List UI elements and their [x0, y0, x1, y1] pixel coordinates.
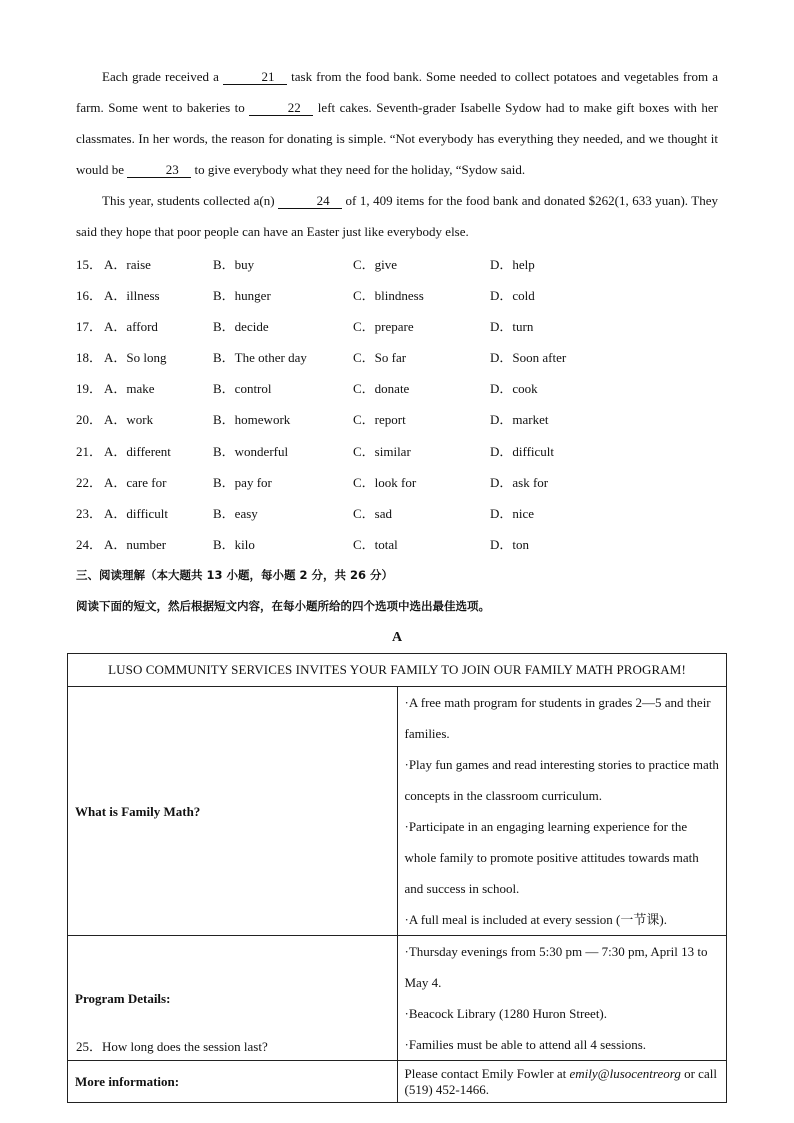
option-a[interactable]: A．raise: [104, 257, 151, 272]
row-label-what: What is Family Math?: [68, 687, 398, 936]
option-c[interactable]: C．report: [353, 412, 406, 428]
option-a[interactable]: A．different: [104, 443, 171, 459]
option-c[interactable]: C．give: [353, 257, 398, 272]
option-d[interactable]: D．market: [490, 412, 549, 428]
option-row: [76, 311, 716, 342]
row-label-info: More information:: [68, 1061, 398, 1103]
content-line: ·Thursday evenings from 5:30 pm — 7:30 pm, April 13 to May 4.: [404, 944, 708, 990]
passage-paragraph-2: [76, 185, 718, 247]
content-line: ·Families must be able to attend all 4 sessions.: [404, 1037, 647, 1052]
option-c[interactable]: C．So far: [353, 350, 407, 366]
option-row: [76, 436, 716, 467]
part-label: A: [391, 630, 403, 645]
table-header: LUSO COMMUNITY SERVICES INVITES YOUR FAMILY TO JOIN OUR FAMILY MATH PROGRAM!: [68, 654, 727, 687]
option-b[interactable]: B．wonderful: [213, 443, 289, 459]
passage-text: task from the food bank. Some needed to collect potatoes and vegetables from a farm. Some went to bakeries to: [76, 69, 718, 115]
option-a[interactable]: A．afford: [104, 319, 158, 335]
option-b[interactable]: B．hunger: [213, 288, 271, 304]
passage-text: Each grade received a: [102, 69, 224, 84]
option-a[interactable]: A．make: [104, 381, 155, 397]
question-number: 19．: [76, 381, 103, 397]
option-row: [76, 498, 716, 529]
option-c[interactable]: C．prepare: [353, 319, 414, 335]
row-content-what: [397, 687, 727, 936]
content-line: ·Play fun games and read interesting stories to practice math concepts in the classroom curriculum.: [404, 757, 719, 803]
option-c[interactable]: C．total: [353, 536, 398, 552]
question-25: 25．How long does the session last?: [76, 1039, 268, 1054]
row-content-info: [397, 1061, 727, 1103]
option-b[interactable]: B．homework: [213, 412, 291, 428]
content-line: ·A free math program for students in grades 2—5 and their families.: [404, 695, 711, 741]
option-b[interactable]: B．buy: [213, 257, 255, 272]
question-number: 15．: [76, 257, 103, 272]
passage-text: of 1, 409 items for the food bank and donated $262(1, 633 yuan). They said they hope that poor people can have an Easter just like everybody else.: [76, 193, 718, 239]
option-d[interactable]: D．difficult: [490, 443, 555, 459]
passage-paragraph-1: [76, 61, 718, 185]
contact-text: Please contact Emily Fowler at: [404, 1065, 570, 1081]
email-link[interactable]: emily@lusocentreorg: [569, 1065, 681, 1081]
row-content-details: [397, 936, 727, 1061]
section-instruction: 阅读下面的短文，然后根据短文内容，在每小题所给的四个选项中选出最佳选项。: [76, 599, 490, 613]
option-c[interactable]: C．similar: [353, 443, 411, 459]
option-a[interactable]: A．difficult: [104, 505, 169, 521]
option-c[interactable]: C．blindness: [353, 288, 424, 304]
section-title: 三、阅读理解（本大题共 13 小题，每小题 2 分，共 26 分）: [76, 568, 394, 582]
question-number: 16．: [76, 288, 103, 304]
option-row: [76, 249, 716, 280]
question-number: 24．: [76, 536, 103, 552]
option-d[interactable]: D．cook: [490, 381, 538, 397]
options-list: [76, 249, 716, 560]
option-a[interactable]: A．work: [104, 412, 154, 428]
option-c[interactable]: C．sad: [353, 505, 393, 521]
phone-text: or call (519) 452-1466.: [404, 1065, 717, 1097]
blank-23: 23: [127, 162, 191, 178]
passage-text: left cakes. Seventh-grader Isabelle Sydow had to make gift boxes with her classmates. In her words, the reason for donating is simple. “Not everybody has everything they needed, and we thought it would be: [76, 100, 718, 177]
content-line: ·A full meal is included at every session (一节课).: [404, 912, 667, 927]
option-b[interactable]: B．decide: [213, 319, 269, 335]
option-row: [76, 467, 716, 498]
option-d[interactable]: D．nice: [490, 505, 535, 521]
blank-24: 24: [278, 193, 342, 209]
question-number: 22．: [76, 474, 103, 490]
option-c[interactable]: C．donate: [353, 381, 410, 397]
option-b[interactable]: B．pay for: [213, 474, 272, 490]
option-d[interactable]: D．turn: [490, 319, 534, 335]
question-number: 20．: [76, 412, 103, 428]
question-number: 17．: [76, 319, 103, 335]
question-number: 18．: [76, 350, 103, 366]
content-line: ·Participate in an engaging learning experience for the whole family to promote positive attitudes towards math and success in school.: [404, 819, 699, 896]
option-row: [76, 404, 716, 435]
option-d[interactable]: D．cold: [490, 288, 535, 304]
option-a[interactable]: A．illness: [104, 288, 160, 304]
option-d[interactable]: D．ton: [490, 536, 530, 552]
option-b[interactable]: B．easy: [213, 505, 258, 521]
option-row: [76, 342, 716, 373]
option-d[interactable]: D．help: [490, 257, 535, 272]
row-label-details: Program Details:: [68, 936, 398, 1061]
option-b[interactable]: B．control: [213, 381, 272, 397]
option-d[interactable]: D．Soon after: [490, 350, 567, 366]
passage-text: to give everybody what they need for the holiday, “Sydow said.: [191, 162, 526, 177]
blank-21: 21: [223, 69, 287, 85]
option-d[interactable]: D．ask for: [490, 474, 549, 490]
passage-text: This year, students collected a(n): [102, 193, 279, 208]
question-number: 23．: [76, 505, 103, 521]
option-row: [76, 529, 716, 560]
content-line: ·Beacock Library (1280 Huron Street).: [404, 1006, 608, 1021]
option-a[interactable]: A．number: [104, 536, 167, 552]
option-a[interactable]: A．care for: [104, 474, 167, 490]
option-a[interactable]: A．So long: [104, 350, 167, 366]
option-b[interactable]: B．The other day: [213, 350, 307, 366]
blank-22: 22: [249, 100, 313, 116]
option-row: [76, 280, 716, 311]
option-row: [76, 373, 716, 404]
option-b[interactable]: B．kilo: [213, 536, 255, 552]
option-c[interactable]: C．look for: [353, 474, 417, 490]
question-number: 21．: [76, 443, 103, 459]
